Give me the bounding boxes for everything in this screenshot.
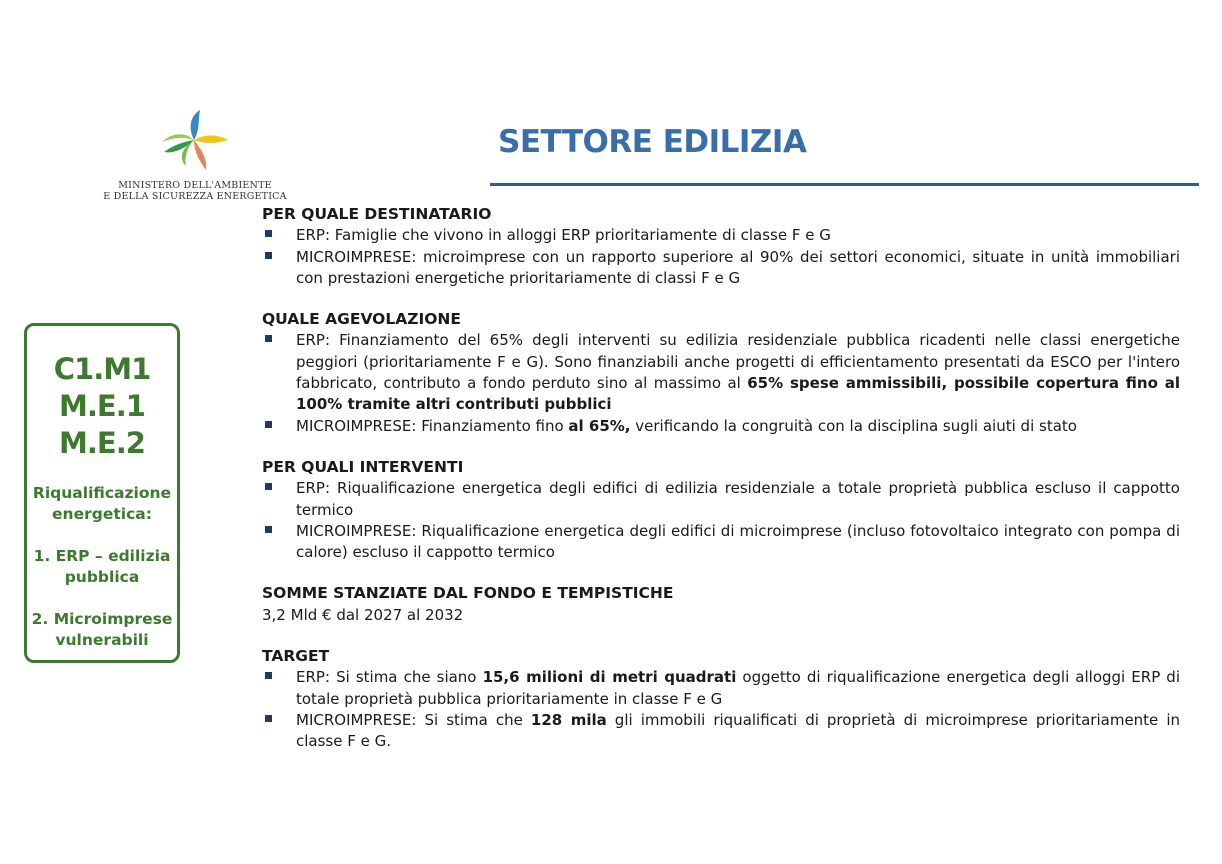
list-item: MICROIMPRESE: Si stima che 128 mila gli immobili riqualificati di proprietà di microimprese prioritariamente in classe F e G. [262, 710, 1180, 753]
section-destinatario [262, 204, 1180, 289]
section-heading: PER QUALI INTERVENTI [262, 457, 464, 476]
title-underline [490, 183, 1199, 186]
list-item: MICROIMPRESE: Riqualificazione energetica degli edifici di microimprese (incluso fotovoltaico integrato con pompa di calore) escluso il cappotto termico [262, 521, 1180, 564]
section-heading: QUALE AGEVOLAZIONE [262, 310, 461, 329]
page-title: SETTORE EDILIZIA [498, 124, 807, 160]
section-interventi [262, 457, 1180, 563]
ministry-name: MINISTERO DELL'AMBIENTE E DELLA SICUREZZA ENERGETICA [103, 180, 287, 202]
bullet-list [262, 667, 1180, 752]
ministry-logo [100, 108, 290, 203]
measure-item-microimprese: 2. Microimprese vulnerabili [31, 610, 173, 649]
ministry-emblem-icon [158, 108, 234, 178]
list-item: MICROIMPRESE: microimprese con un rapporto superiore al 90% dei settori economici, situate in unità immobiliari con prestazioni energetiche prioritariamente di classi F e G [262, 247, 1180, 290]
section-heading: SOMME STANZIATE DAL FONDO E TEMPISTICHE [262, 584, 674, 603]
bullet-list [262, 478, 1180, 563]
section-heading: TARGET [262, 647, 330, 666]
code-line: M.E.2 [59, 426, 145, 460]
list-item: ERP: Riqualificazione energetica degli edifici di edilizia residenziale a totale proprietà pubblica escluso il cappotto termico [262, 478, 1180, 521]
section-target [262, 646, 1180, 752]
bullet-list [262, 225, 1180, 289]
list-item: MICROIMPRESE: Finanziamento fino al 65%, verificando la congruità con la disciplina sugli aiuti di stato [262, 416, 1180, 437]
code-line: M.E.1 [59, 389, 145, 423]
code-line: C1.M1 [53, 352, 151, 386]
list-item: ERP: Si stima che siano 15,6 milioni di metri quadrati oggetto di riqualificazione energetica degli alloggi ERP di totale proprietà pubblica prioritariamente in classe F e G [262, 667, 1180, 710]
section-heading: PER QUALE DESTINATARIO [262, 205, 492, 223]
main-content [262, 204, 1180, 773]
measure-title: Riqualificazione energetica: [32, 484, 172, 523]
bullet-list [262, 330, 1180, 436]
measure-code-box [24, 323, 180, 663]
section-somme [262, 583, 1180, 626]
measure-codes [27, 351, 177, 462]
measure-item-erp: 1. ERP – edilizia pubblica [33, 547, 171, 586]
funding-text: 3,2 Mld € dal 2027 al 2032 [262, 605, 464, 624]
list-item: ERP: Famiglie che vivono in alloggi ERP prioritariamente di classe F e G [262, 225, 1180, 246]
section-agevolazione [262, 309, 1180, 437]
list-item: ERP: Finanziamento del 65% degli interventi su edilizia residenziale pubblica ricadenti nelle classi energetiche peggiori (prioritariamente F e G). Sono finanziabili anche progetti di efficientamento presentati da ESCO per l'intero fabbricato, contributo a fondo perduto sino al massimo al 65% spese ammissibili, possibile copertura fino al 100% tramite altri contributi pubblici [262, 330, 1180, 415]
